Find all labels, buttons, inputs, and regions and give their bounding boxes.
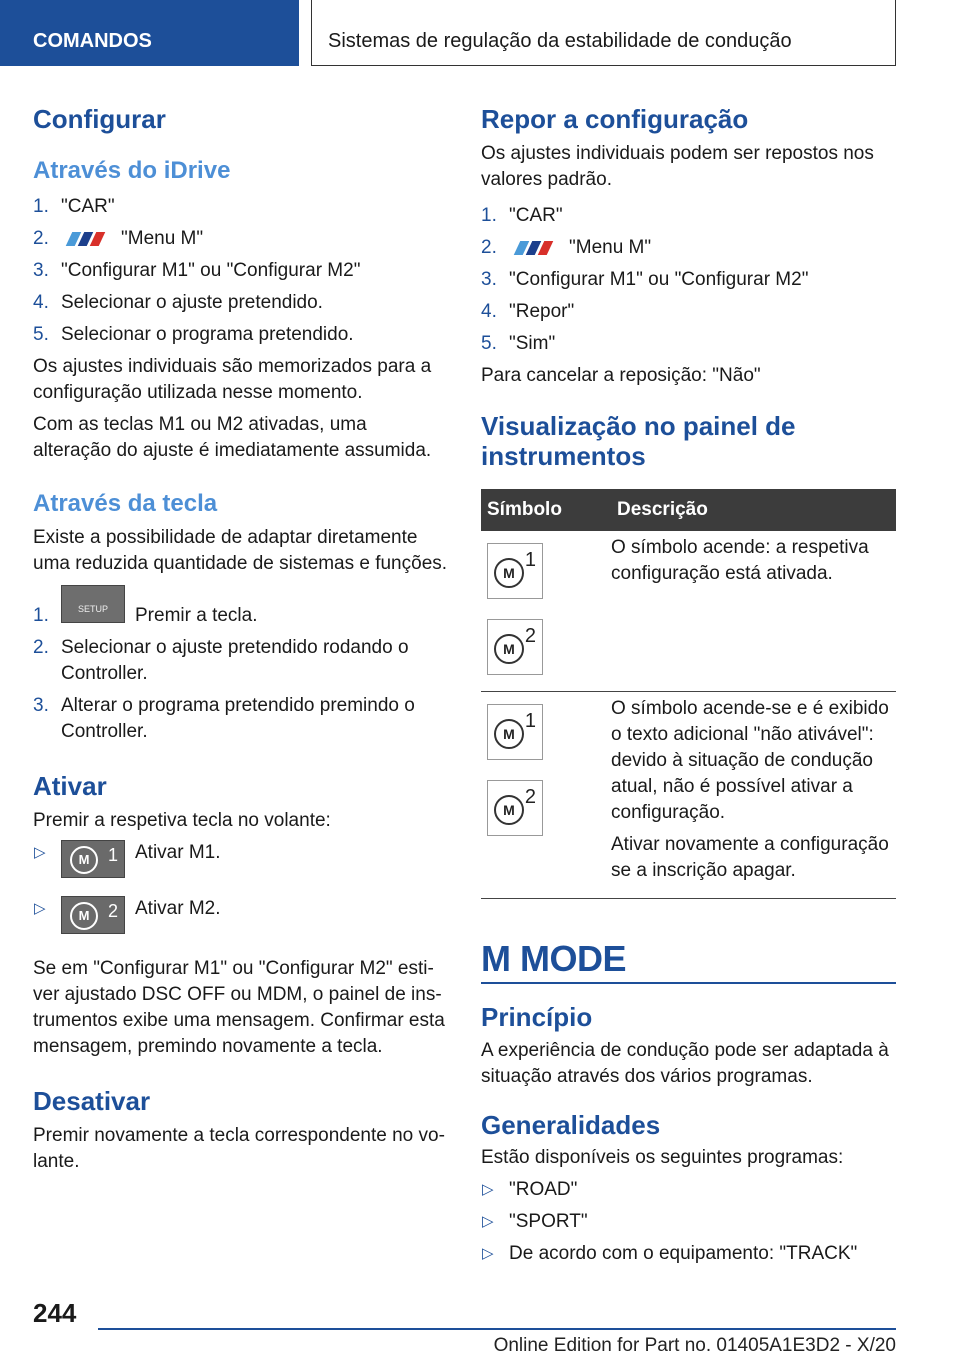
- m-stripes-icon: [509, 239, 561, 257]
- list-item: 1. "CAR": [481, 205, 563, 227]
- tecla-steps: [33, 595, 448, 745]
- m2-button-icon: M 2: [61, 896, 125, 934]
- paragraph: Premir a respetiva tecla no volante:: [33, 809, 331, 831]
- m-stripes-icon: [61, 230, 113, 248]
- list-item: 4. "Repor": [481, 301, 575, 323]
- page-header: [0, 0, 960, 66]
- setup-button-icon: SETUP: [61, 585, 125, 623]
- list-item: ▷ "ROAD": [482, 1178, 578, 1200]
- m2-display-icon: M 2: [487, 780, 543, 836]
- heading-desativar: Desativar: [33, 1085, 151, 1116]
- heading-principio: Princípio: [481, 1002, 593, 1033]
- heading-idrive: Através do iDrive: [33, 157, 231, 185]
- heading-generalidades: Generalidades: [481, 1109, 661, 1140]
- footer-divider: [98, 1328, 896, 1330]
- list-item: ▷ De acordo com o equipamento: "TRACK": [482, 1242, 858, 1264]
- paragraph: Para cancelar a reposição: "Não": [481, 365, 761, 387]
- heading-tecla: Através da tecla: [33, 489, 218, 517]
- paragraph: Premir novamente a tecla correspondente no volante.: [33, 1125, 445, 1173]
- idrive-steps: [33, 194, 448, 348]
- heading-ativar: Ativar: [33, 770, 107, 801]
- m1-display-icon: M 1: [487, 543, 543, 599]
- page-number: 244: [33, 1298, 77, 1328]
- list-item: 1. "CAR": [33, 195, 115, 217]
- chapter-title: Sistemas de regulação da estabilidade de condução: [311, 0, 896, 66]
- list-item: 3. "Configurar M1" ou "Configurar M2": [33, 259, 361, 281]
- list-item: 3. Alterar o programa pretendido premindo o Controller.: [33, 694, 415, 742]
- table-row: [481, 692, 896, 899]
- paragraph: A experiência de condução pode ser adaptada à situação através dos vários programas.: [481, 1039, 889, 1087]
- m1-display-icon: M 1: [487, 704, 543, 760]
- paragraph: Os ajustes individuais podem ser repostos nos valores padrão.: [481, 143, 874, 191]
- program-list: [481, 1177, 896, 1267]
- m2-display-icon: M 2: [487, 619, 543, 675]
- table-cell: Ativar novamente a configuração se a inscrição apagar.: [611, 834, 889, 882]
- left-column: [33, 98, 448, 1175]
- list-item: 2. "Menu M": [481, 237, 652, 259]
- mmode-heading-block: [481, 937, 896, 984]
- list-item: ▷ M 1 Ativar M1.: [33, 840, 448, 888]
- heading-repor: Repor a configuração: [481, 104, 749, 134]
- repor-steps: [481, 203, 896, 357]
- col-header-description: Descrição: [611, 489, 896, 531]
- m1-button-icon: M 1: [61, 840, 125, 878]
- list-item: 2. "Menu M": [33, 227, 204, 249]
- list-item: 1. SETUP Premir a tecla.: [33, 595, 448, 629]
- right-column: [481, 98, 896, 1273]
- list-item: ▷ M 2 Ativar M2.: [33, 896, 448, 944]
- ativar-items: [33, 840, 448, 944]
- paragraph: Se em "Configurar M1" ou "Configurar M2" estiver ajustado DSC OFF ou MDM, o painel de instrumentos exibe uma mensagem. Confirmar esta mensagem, premindo novamente a tecla.: [33, 957, 445, 1057]
- table-cell: O símbolo acende: a respetiva configuração está ativada.: [611, 537, 869, 585]
- heading-configurar: Configurar: [33, 104, 166, 134]
- symbol-table: [481, 489, 896, 899]
- paragraph: Estão disponíveis os seguintes programas:: [481, 1146, 844, 1168]
- list-item: 3. "Configurar M1" ou "Configurar M2": [481, 269, 809, 291]
- col-header-symbol: Símbolo: [481, 489, 611, 531]
- heading-visualizacao: Visualização no painel de instrumentos: [481, 411, 796, 472]
- list-item: 5. Selecionar o programa pretendido.: [33, 323, 354, 345]
- footer-edition: Online Edition for Part no. 01405A1E3D2 - X/20: [493, 1335, 896, 1356]
- table-cell: O símbolo acende-se e é exibido o texto adicional "não ativável": devido à situação de condução atual, não é possível ativar a configuração.: [611, 698, 889, 824]
- table-row: [481, 531, 896, 692]
- paragraph: Existe a possibilidade de adaptar diretamente uma reduzida quantidade de sistemas e funções.: [33, 526, 448, 574]
- list-item: 2. Selecionar o ajuste pretendido rodando o Controller.: [33, 636, 409, 684]
- list-item: 5. "Sim": [481, 333, 556, 355]
- paragraph: Com as teclas M1 ou M2 ativadas, uma alteração do ajuste é imediatamente assumida.: [33, 413, 432, 461]
- list-item: ▷ "SPORT": [482, 1210, 588, 1232]
- section-tab: COMANDOS: [0, 0, 299, 66]
- paragraph: Os ajustes individuais são memorizados para a configuração utilizada nesse momento.: [33, 355, 432, 403]
- list-item: 4. Selecionar o ajuste pretendido.: [33, 291, 323, 313]
- heading-mmode: M MODE: [481, 938, 626, 980]
